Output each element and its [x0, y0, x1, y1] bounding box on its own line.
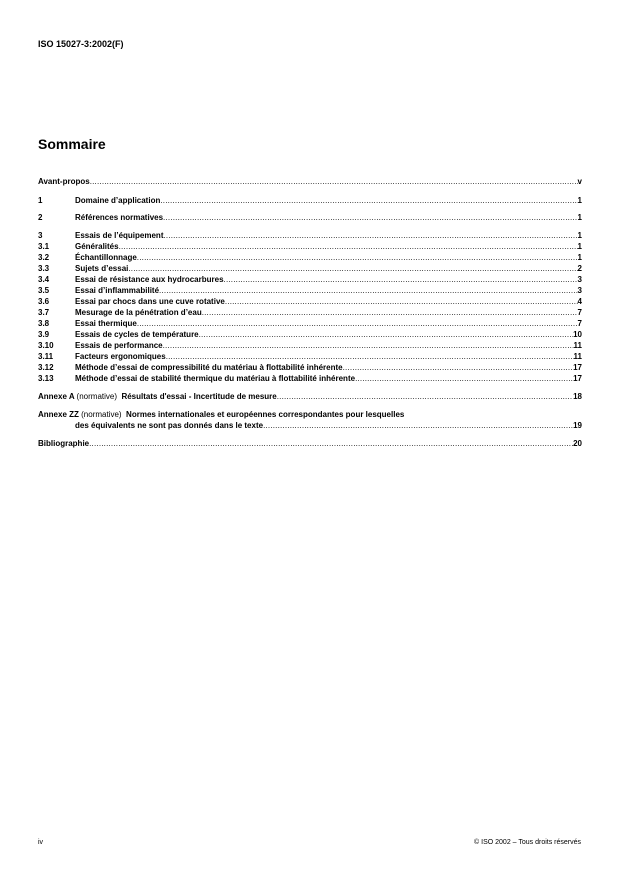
toc-entry[interactable] [38, 374, 582, 384]
dot-leader [119, 242, 578, 252]
dot-leader [160, 196, 577, 206]
toc-number: 3.10 [38, 341, 54, 350]
toc-page: 19 [573, 421, 582, 430]
toc-page: 20 [573, 439, 582, 448]
toc-page: 3 [577, 286, 582, 295]
dot-leader [128, 264, 577, 274]
toc-entry[interactable] [38, 319, 582, 329]
toc-title: Généralités [75, 242, 119, 251]
toc-page: 2 [577, 264, 582, 273]
dot-leader [263, 421, 573, 431]
dot-leader [89, 439, 573, 449]
annex-type: (normative) [76, 392, 117, 401]
toc-number: 3.12 [38, 363, 54, 372]
toc-number: 3.8 [38, 319, 50, 328]
toc-number: 3.7 [38, 308, 50, 317]
toc-entry[interactable] [38, 363, 582, 373]
toc-entry-bibliographie[interactable] [38, 439, 582, 449]
toc-entry[interactable] [38, 308, 582, 318]
toc-entry[interactable] [38, 253, 582, 263]
toc-title: Essai d’inflammabilité [75, 286, 160, 295]
dot-leader [202, 308, 578, 318]
toc-number: 3.11 [38, 352, 54, 361]
toc-entry[interactable] [38, 275, 582, 285]
toc-number: 2 [38, 213, 43, 222]
dot-leader [225, 297, 578, 307]
toc-title: Sujets d’essai [75, 264, 129, 273]
dot-leader [343, 363, 573, 373]
dot-leader [199, 330, 573, 340]
dot-leader [224, 275, 578, 285]
toc-number: 3.1 [38, 242, 50, 251]
toc-page: 11 [573, 352, 582, 361]
annex-title-cont: des équivalents ne sont pas donnés dans le texte [75, 421, 264, 430]
dot-leader [163, 231, 577, 241]
toc-page: 3 [577, 275, 582, 284]
toc-page: 10 [573, 330, 582, 339]
toc-entry[interactable] [38, 196, 582, 206]
toc-number: 3.3 [38, 264, 50, 273]
toc-title: Essai par chocs dans une cuve rotative [75, 297, 225, 306]
toc-title: Domaine d’application [75, 196, 161, 205]
dot-leader [355, 374, 573, 384]
toc-page: 17 [573, 363, 582, 372]
toc-page: 1 [577, 242, 582, 251]
toc-entry[interactable] [38, 352, 582, 362]
toc-number: 3.13 [38, 374, 54, 383]
toc-number: 3.6 [38, 297, 50, 306]
footer-page-number: iv [38, 839, 44, 846]
annex-title: Normes internationales et européennes correspondantes pour lesquelles [126, 410, 405, 419]
toc-entry-annex-zz-cont[interactable] [75, 421, 582, 431]
annex-label: Annexe ZZ [38, 410, 79, 419]
toc-number: 3.5 [38, 286, 50, 295]
toc-page: v [577, 177, 582, 186]
toc-title: Essai de résistance aux hydrocarbures [75, 275, 224, 284]
toc-page: 4 [577, 297, 582, 306]
dot-leader [277, 392, 573, 402]
annex-type: (normative) [81, 410, 122, 419]
dot-leader [159, 286, 578, 296]
toc-page: 7 [577, 319, 582, 328]
toc-entry[interactable] [38, 341, 582, 351]
toc-title: Essais de performance [75, 341, 163, 350]
toc-title: Facteurs ergonomiques [75, 352, 166, 361]
dot-leader [137, 319, 578, 329]
toc-title: Essais de cycles de température [75, 330, 199, 339]
toc-page: 1 [577, 231, 582, 240]
toc-page: 18 [573, 392, 582, 401]
toc-page: 1 [577, 253, 582, 262]
document-header: ISO 15027-3:2002(F) [38, 39, 124, 49]
toc-page: 7 [577, 308, 582, 317]
toc-page: 17 [573, 374, 582, 383]
toc-entry[interactable] [38, 297, 582, 307]
toc-entry-annex-a[interactable] [38, 392, 582, 402]
toc-title: Échantillonnage [75, 253, 137, 262]
toc-page: 1 [577, 196, 582, 205]
dot-leader [137, 253, 578, 263]
dot-leader [90, 177, 578, 187]
dot-leader [163, 213, 578, 223]
page-title: Sommaire [38, 136, 106, 152]
toc-number: 1 [38, 196, 43, 205]
toc-title: Essai thermique [75, 319, 137, 328]
toc-entry[interactable] [38, 231, 582, 241]
toc-entry[interactable] [38, 242, 582, 252]
toc-title: Avant-propos [38, 177, 90, 186]
toc-page: 1 [577, 213, 582, 222]
annex-title: Résultats d'essai - Incertitude de mesure [121, 392, 277, 401]
toc-entry[interactable] [38, 213, 582, 223]
toc-number: 3 [38, 231, 43, 240]
toc-entry[interactable] [38, 330, 582, 340]
toc-title: Mesurage de la pénétration d’eau [75, 308, 202, 317]
dot-leader [166, 352, 574, 362]
toc-entry[interactable] [38, 177, 582, 187]
footer-copyright: © ISO 2002 – Tous droits réservés [474, 839, 581, 846]
toc-entry-annex-zz[interactable] [38, 410, 508, 420]
toc-page: 11 [573, 341, 582, 350]
toc-entry[interactable] [38, 286, 582, 296]
toc-title: Bibliographie [38, 439, 90, 448]
toc-title: Essais de l’équipement [75, 231, 164, 240]
toc-title: Méthode d’essai de stabilité thermique du matériau à flottabilité inhérente [75, 374, 356, 383]
toc-title: Références normatives [75, 213, 164, 222]
toc-number: 3.2 [38, 253, 50, 262]
dot-leader [163, 341, 574, 351]
toc-number: 3.9 [38, 330, 50, 339]
annex-label: Annexe A [38, 392, 75, 401]
toc-entry[interactable] [38, 264, 582, 274]
toc-number: 3.4 [38, 275, 50, 284]
toc-title: Méthode d’essai de compressibilité du matériau à flottabilité inhérente [75, 363, 343, 372]
